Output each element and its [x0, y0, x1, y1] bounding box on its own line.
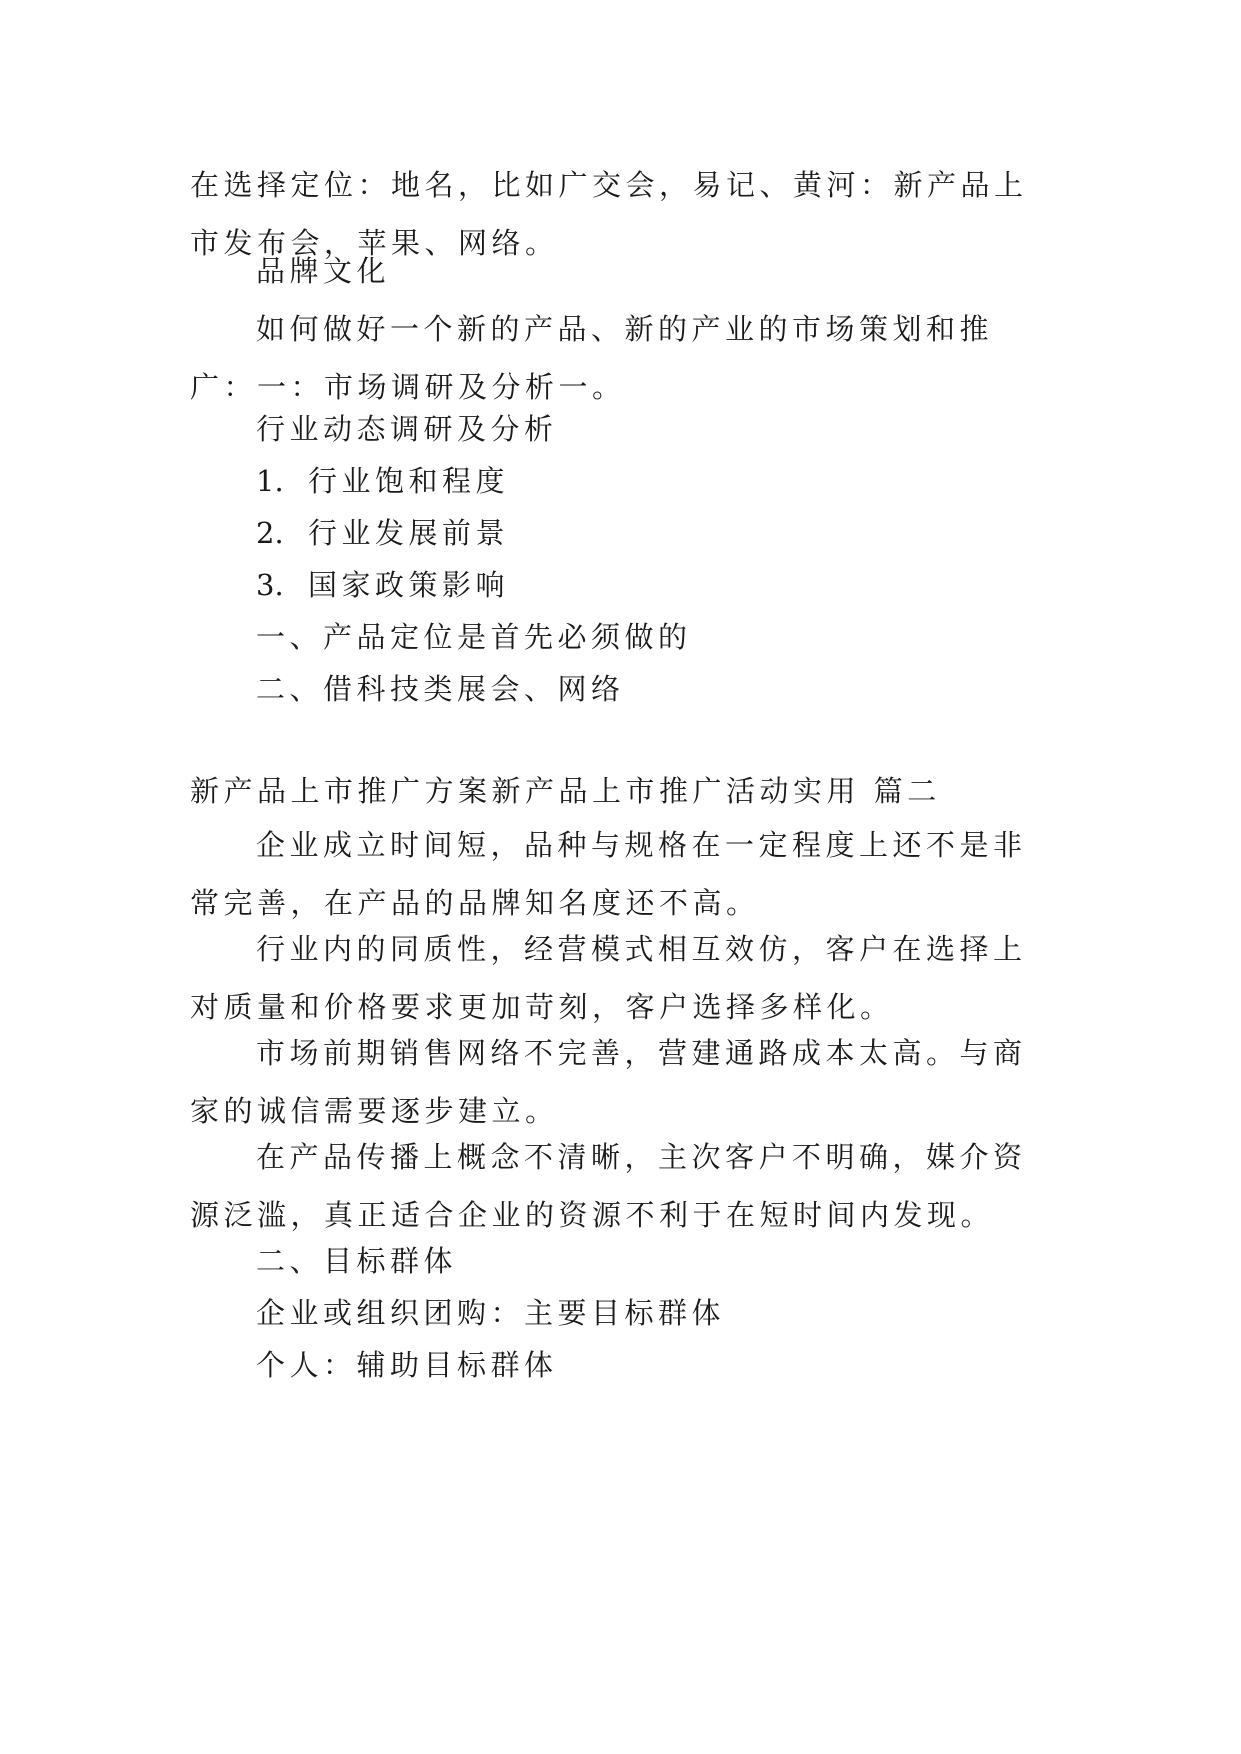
- paragraph-sales-network: 市场前期销售网络不完善，营建通路成本太高。与商家的诚信需要逐步建立。: [190, 1036, 1027, 1128]
- paragraph-industry-homogeneity: 行业内的同质性，经营模式相互效仿，客户在选择上对质量和价格要求更加苛刻，客户选择多样化。: [190, 932, 1027, 1024]
- paragraph-communication: 在产品传播上概念不清晰，主次客户不明确，媒介资源泛滥，真正适合企业的资源不利于在短时间内发现。: [190, 1140, 1027, 1232]
- paragraph-main-target: 企业或组织团购：主要目标群体: [256, 1296, 726, 1330]
- paragraph-target-group-heading: 二、目标群体: [256, 1244, 458, 1278]
- list-item-number: 1.: [256, 464, 284, 498]
- paragraph-brand-culture: 品牌文化: [256, 254, 391, 288]
- list-item: [256, 452, 509, 510]
- paragraph-positioning: 在选择定位：地名，比如广交会，易记、黄河：新产品上市发布会，苹果、网络。: [190, 168, 1028, 260]
- paragraph-how-to-promote: 如何做好一个新的产品、新的产业的市场策划和推广：一：市场调研及分析一。: [190, 312, 994, 404]
- list-item: [256, 556, 509, 614]
- paragraph-exhibitions: 二、借科技类展会、网络: [256, 672, 625, 706]
- paragraph-company-status: 企业成立时间短，品种与规格在一定程度上还不是非常完善，在产品的品牌知名度还不高。: [190, 828, 1027, 920]
- list-item: [256, 504, 509, 562]
- list-item-number: 3.: [256, 568, 284, 602]
- list-item-text: 国家政策影响: [308, 568, 510, 602]
- paragraph-auxiliary-target: 个人：辅助目标群体: [256, 1348, 558, 1382]
- list-item-number: 2.: [256, 516, 284, 550]
- list-item-text: 行业饱和程度: [308, 464, 510, 498]
- paragraph-product-positioning: 一、产品定位是首先必须做的: [256, 620, 692, 654]
- paragraph-industry-research: 行业动态调研及分析: [256, 412, 558, 446]
- list-item-text: 行业发展前景: [308, 516, 510, 550]
- section-title: 新产品上市推广方案新产品上市推广活动实用 篇二: [190, 774, 941, 808]
